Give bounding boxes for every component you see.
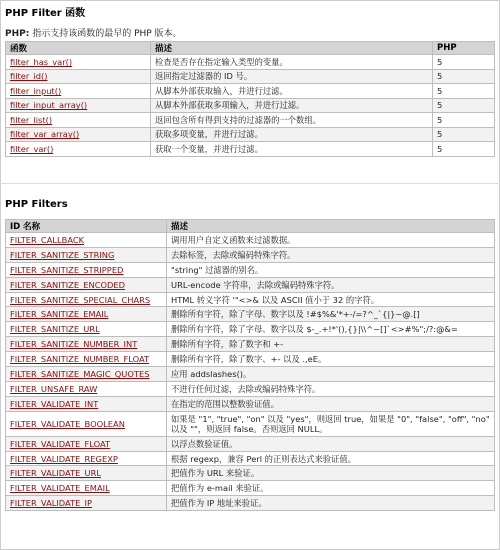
description-cell: 获取一个变量，并进行过滤。 xyxy=(151,142,433,157)
note-text: 指示支持该函数的最早的 PHP 版本。 xyxy=(32,29,182,39)
description-cell: 把值作为 e-mail 来验证。 xyxy=(167,481,495,496)
functions-table-wrap xyxy=(5,41,495,157)
description-cell: 检查是否存在指定输入类型的变量。 xyxy=(151,55,433,70)
filter-id-cell xyxy=(6,367,167,382)
description-cell: "string" 过滤器的别名。 xyxy=(167,262,495,277)
filter-id-link[interactable]: FILTER_VALIDATE_REGEXP xyxy=(10,453,118,464)
table-row xyxy=(6,277,495,292)
table-row xyxy=(6,55,495,70)
table-row xyxy=(6,69,495,84)
filter-id-link[interactable]: FILTER_SANITIZE_URL xyxy=(10,324,100,335)
function-link[interactable]: filter_id() xyxy=(10,71,48,82)
table-row xyxy=(6,496,495,511)
filter-id-link[interactable]: FILTER_VALIDATE_INT xyxy=(10,398,99,409)
filters-table-wrap xyxy=(5,219,495,511)
description-cell: 从脚本外部获取多项输入，并进行过滤。 xyxy=(151,98,433,113)
table-row xyxy=(6,481,495,496)
table-row xyxy=(6,142,495,157)
description-cell: 应用 addslashes()。 xyxy=(167,367,495,382)
php-version-cell: 5 xyxy=(433,55,495,70)
description-cell: 删除所有字符，除了数字和 +- xyxy=(167,337,495,352)
description-cell: 返回指定过滤器的 ID 号。 xyxy=(151,69,433,84)
description-cell: 返回包含所有得到支持的过滤器的一个数组。 xyxy=(151,113,433,128)
function-cell xyxy=(6,98,151,113)
filter-id-cell xyxy=(6,352,167,367)
function-link[interactable]: filter_input_array() xyxy=(10,100,88,111)
description-cell: 删除所有字符，除了字母、数字以及 !#$%&'*+-/=?^_`{|}~@.[] xyxy=(167,307,495,322)
description-cell: 从脚本外部获取输入，并进行过滤。 xyxy=(151,84,433,99)
header-description: 描述 xyxy=(167,220,495,233)
description-cell: 以浮点数验证值。 xyxy=(167,436,495,451)
filter-id-link[interactable]: FILTER_CALLBACK xyxy=(10,234,85,245)
function-cell xyxy=(6,127,151,142)
function-link[interactable]: filter_has_var() xyxy=(10,56,73,67)
filter-id-cell xyxy=(6,247,167,262)
filter-id-link[interactable]: FILTER_VALIDATE_IP xyxy=(10,498,92,509)
php-filters-section xyxy=(5,199,495,210)
table-row xyxy=(6,127,495,142)
filter-id-cell xyxy=(6,322,167,337)
section-title: PHP Filter 函数 xyxy=(5,8,86,19)
description-cell: 不进行任何过滤，去除或编码特殊字符。 xyxy=(167,381,495,396)
filter-id-cell xyxy=(6,481,167,496)
function-link[interactable]: filter_list() xyxy=(10,114,53,125)
php-version-cell: 5 xyxy=(433,127,495,142)
table-row xyxy=(6,307,495,322)
filter-id-cell xyxy=(6,396,167,411)
table-row xyxy=(6,381,495,396)
filter-id-cell xyxy=(6,381,167,396)
version-note xyxy=(5,26,495,39)
filter-id-link[interactable]: FILTER_SANITIZE_MAGIC_QUOTES xyxy=(10,368,150,379)
filter-id-cell xyxy=(6,496,167,511)
description-cell: 如果是 "1", "true", "on" 以及 "yes"，则返回 true，如果是 "0", "false", "off", "no" 以及 ""，则返回 false。否则返回 NULL。 xyxy=(167,411,495,436)
function-link[interactable]: filter_var_array() xyxy=(10,129,80,140)
filter-id-cell xyxy=(6,337,167,352)
filter-id-link[interactable]: FILTER_SANITIZE_EMAIL xyxy=(10,309,109,320)
filter-id-link[interactable]: FILTER_SANITIZE_NUMBER_INT xyxy=(10,339,138,350)
filter-id-cell xyxy=(6,277,167,292)
php-version-cell: 5 xyxy=(433,69,495,84)
functions-table xyxy=(5,41,495,157)
filter-id-link[interactable]: FILTER_SANITIZE_STRING xyxy=(10,249,115,260)
table-row xyxy=(6,337,495,352)
header-id-name: ID 名称 xyxy=(6,220,167,233)
table-row xyxy=(6,352,495,367)
header-php: PHP xyxy=(433,42,495,55)
filter-id-cell xyxy=(6,466,167,481)
php-version-cell: 5 xyxy=(433,84,495,99)
table-row xyxy=(6,233,495,248)
table-row xyxy=(6,113,495,128)
filter-id-link[interactable]: FILTER_VALIDATE_FLOAT xyxy=(10,438,111,449)
header-function: 函数 xyxy=(6,42,151,55)
description-cell: 把值作为 IP 地址来验证。 xyxy=(167,496,495,511)
description-cell: 去除标签，去除或编码特殊字符。 xyxy=(167,247,495,262)
section-title: PHP Filters xyxy=(5,199,68,210)
table-row xyxy=(6,411,495,436)
table-row xyxy=(6,292,495,307)
php-filter-functions-section xyxy=(5,4,495,39)
table-row xyxy=(6,396,495,411)
table-row xyxy=(6,98,495,113)
filter-id-cell xyxy=(6,262,167,277)
filter-id-cell xyxy=(6,411,167,436)
table-row xyxy=(6,262,495,277)
description-cell: URL-encode 字符串，去除或编码特殊字符。 xyxy=(167,277,495,292)
note-label: PHP: xyxy=(5,29,30,39)
function-link[interactable]: filter_input() xyxy=(10,85,62,96)
filter-id-cell xyxy=(6,436,167,451)
function-cell xyxy=(6,142,151,157)
description-cell: 删除所有字符，除了数字、+- 以及 .,eE。 xyxy=(167,352,495,367)
table-row xyxy=(6,322,495,337)
filter-id-link[interactable]: FILTER_SANITIZE_SPECIAL_CHARS xyxy=(10,294,151,305)
filter-id-cell xyxy=(6,233,167,248)
table-row xyxy=(6,436,495,451)
filter-id-link[interactable]: FILTER_SANITIZE_ENCODED xyxy=(10,279,126,290)
table-header-row xyxy=(6,220,495,233)
php-version-cell: 5 xyxy=(433,113,495,128)
filter-id-cell xyxy=(6,451,167,466)
table-row xyxy=(6,84,495,99)
function-cell xyxy=(6,113,151,128)
filter-id-link[interactable]: FILTER_VALIDATE_EMAIL xyxy=(10,483,110,494)
function-cell xyxy=(6,55,151,70)
description-cell: HTML 转义字符 '"<>& 以及 ASCII 值小于 32 的字符。 xyxy=(167,292,495,307)
php-version-cell: 5 xyxy=(433,142,495,157)
section-divider xyxy=(0,183,500,184)
function-link[interactable]: filter_var() xyxy=(10,143,54,154)
description-cell: 根据 regexp，兼容 Perl 的正则表达式来验证值。 xyxy=(167,451,495,466)
filter-id-cell xyxy=(6,307,167,322)
filter-id-link[interactable]: FILTER_VALIDATE_URL xyxy=(10,468,102,479)
table-header-row xyxy=(6,42,495,55)
filter-id-link[interactable]: FILTER_VALIDATE_BOOLEAN xyxy=(10,418,125,429)
description-cell: 在指定的范围以整数验证值。 xyxy=(167,396,495,411)
filters-table xyxy=(5,219,495,511)
function-cell xyxy=(6,84,151,99)
filter-id-link[interactable]: FILTER_UNSAFE_RAW xyxy=(10,383,98,394)
table-row xyxy=(6,451,495,466)
table-row xyxy=(6,466,495,481)
function-cell xyxy=(6,69,151,84)
description-cell: 删除所有字符，除了字母、数字以及 $-_.+!*'(),{}|\\^~[]`<>#%";/?:@&= xyxy=(167,322,495,337)
description-cell: 获取多项变量，并进行过滤。 xyxy=(151,127,433,142)
description-cell: 把值作为 URL 来验证。 xyxy=(167,466,495,481)
header-description: 描述 xyxy=(151,42,433,55)
filter-id-cell xyxy=(6,292,167,307)
description-cell: 调用用户自定义函数来过滤数据。 xyxy=(167,233,495,248)
filter-id-link[interactable]: FILTER_SANITIZE_NUMBER_FLOAT xyxy=(10,354,150,365)
table-row xyxy=(6,367,495,382)
php-version-cell: 5 xyxy=(433,98,495,113)
filter-id-link[interactable]: FILTER_SANITIZE_STRIPPED xyxy=(10,264,124,275)
table-row xyxy=(6,247,495,262)
